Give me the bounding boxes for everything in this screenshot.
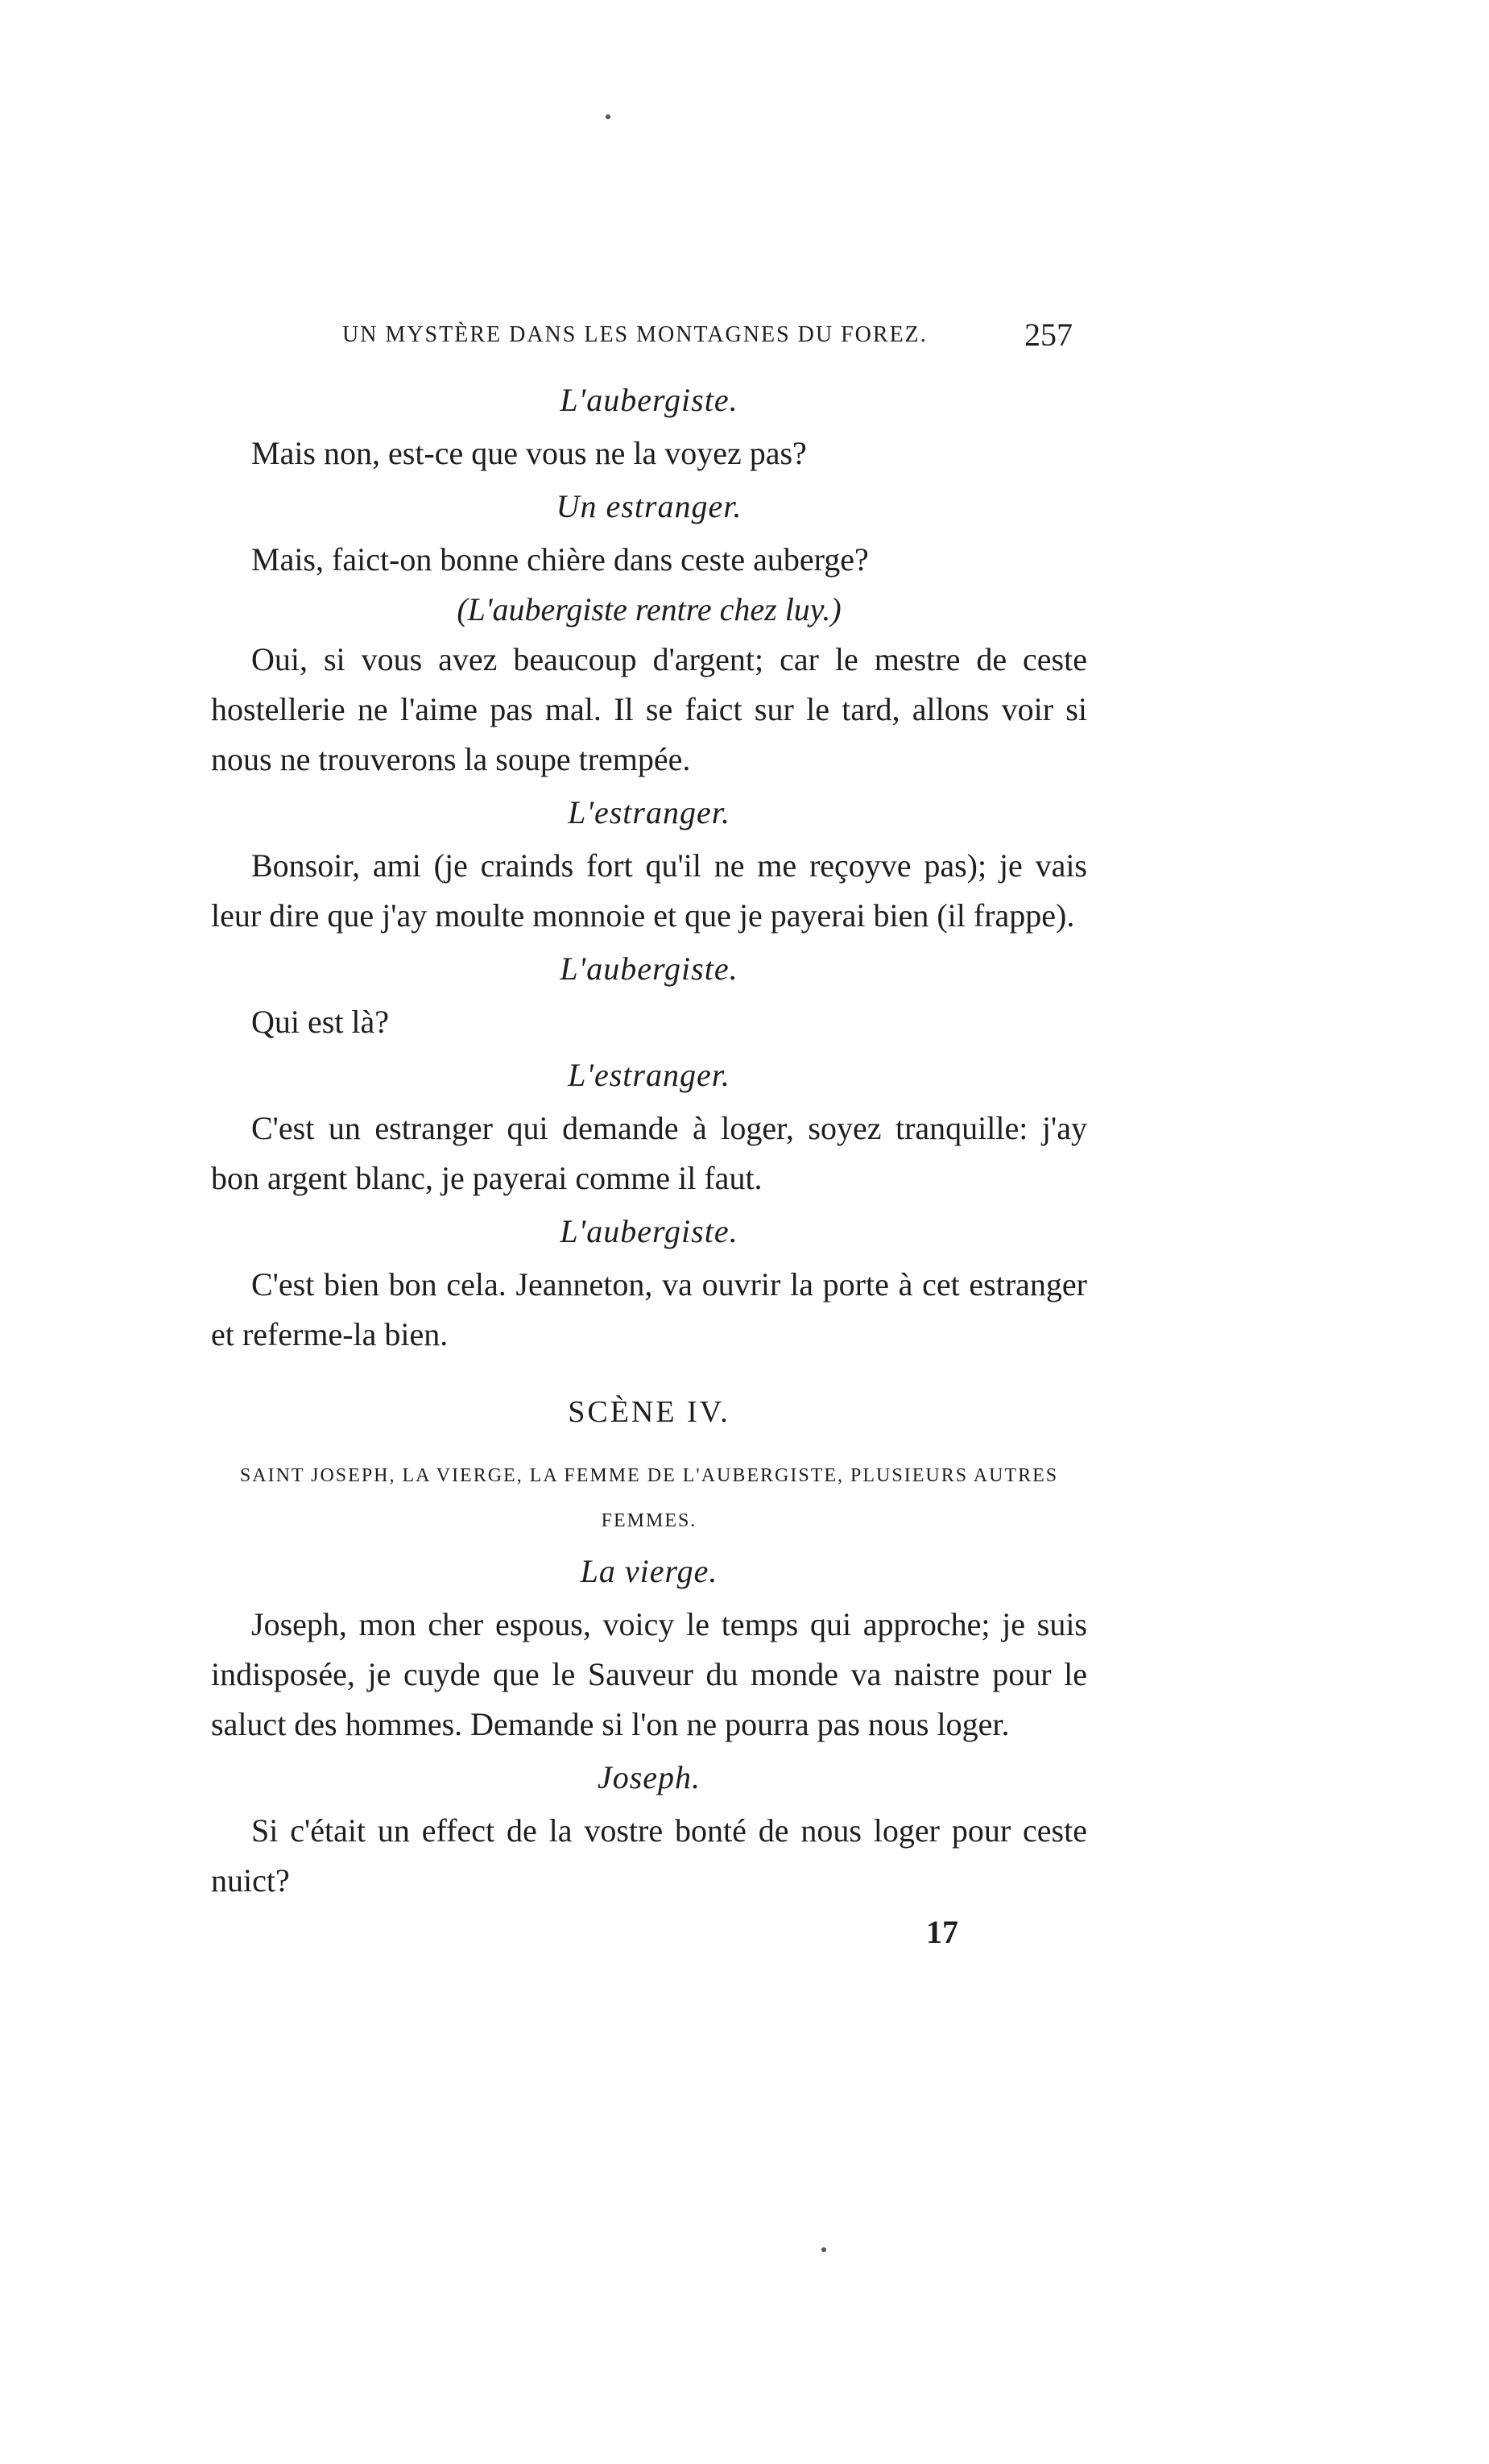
cast-list: SAINT JOSEPH, LA VIERGE, LA FEMME DE L'AUBERGISTE, PLUSIEURS AUTRES FEMMES. xyxy=(239,1465,1059,1531)
speech-paragraph: Qui est là? xyxy=(251,1004,390,1040)
speech-paragraph: Mais non, est-ce que vous ne la voyez pas? xyxy=(251,435,807,471)
speaker-label: La vierge. xyxy=(580,1553,718,1589)
speaker-label: L'aubergiste. xyxy=(560,382,738,418)
running-header xyxy=(0,316,1489,356)
speech-paragraph: C'est un estranger qui demande à loger, soyez tranquille: j'ay bon argent blanc, je payerai comme il faut. xyxy=(211,1110,1087,1196)
ink-speck xyxy=(821,2247,826,2252)
speaker-label: L'estranger. xyxy=(568,1057,730,1093)
page-number: 257 xyxy=(1024,317,1073,353)
signature-mark: 17 xyxy=(926,1914,958,1950)
scene-heading: SCÈNE IV. xyxy=(568,1395,730,1429)
speech-paragraph: C'est bien bon cela. Jeanneton, va ouvrir la porte à cet estranger et referme-la bien. xyxy=(211,1266,1087,1352)
speaker-label: L'estranger. xyxy=(568,794,730,830)
ink-speck xyxy=(606,114,610,119)
speech-paragraph: Joseph, mon cher espous, voicy le temps qui approche; je suis indisposée, je cuyde que le Sauveur du monde va naistre pour le saluct des hommes. Demande si l'on ne pourra pas nous loger. xyxy=(211,1606,1087,1742)
page-text xyxy=(211,372,1087,1906)
speech-paragraph: Mais, faict-on bonne chière dans ceste auberge? xyxy=(251,541,869,578)
speech-paragraph: Bonsoir, ami (je crainds fort qu'il ne me reçoyve pas); je vais leur dire que j'ay moulte monnoie et que je payerai bien (il frappe). xyxy=(211,847,1087,934)
stage-direction: (L'aubergiste rentre chez luy.) xyxy=(457,591,842,627)
running-title: UN MYSTÈRE DANS LES MONTAGNES DU FOREZ. xyxy=(342,322,928,347)
speech-paragraph: Si c'était un effect de la vostre bonté de nous loger pour ceste nuict? xyxy=(211,1812,1087,1899)
speaker-label: L'aubergiste. xyxy=(560,1213,738,1249)
speaker-label: Un estranger. xyxy=(556,488,742,524)
speaker-label: Joseph. xyxy=(597,1759,701,1795)
speech-paragraph: Oui, si vous avez beaucoup d'argent; car le mestre de ceste hostellerie ne l'aime pas mal. Il se faict sur le tard, allons voir si nous ne trouverons la soupe trempée. xyxy=(211,641,1087,777)
speaker-label: L'aubergiste. xyxy=(560,950,738,987)
